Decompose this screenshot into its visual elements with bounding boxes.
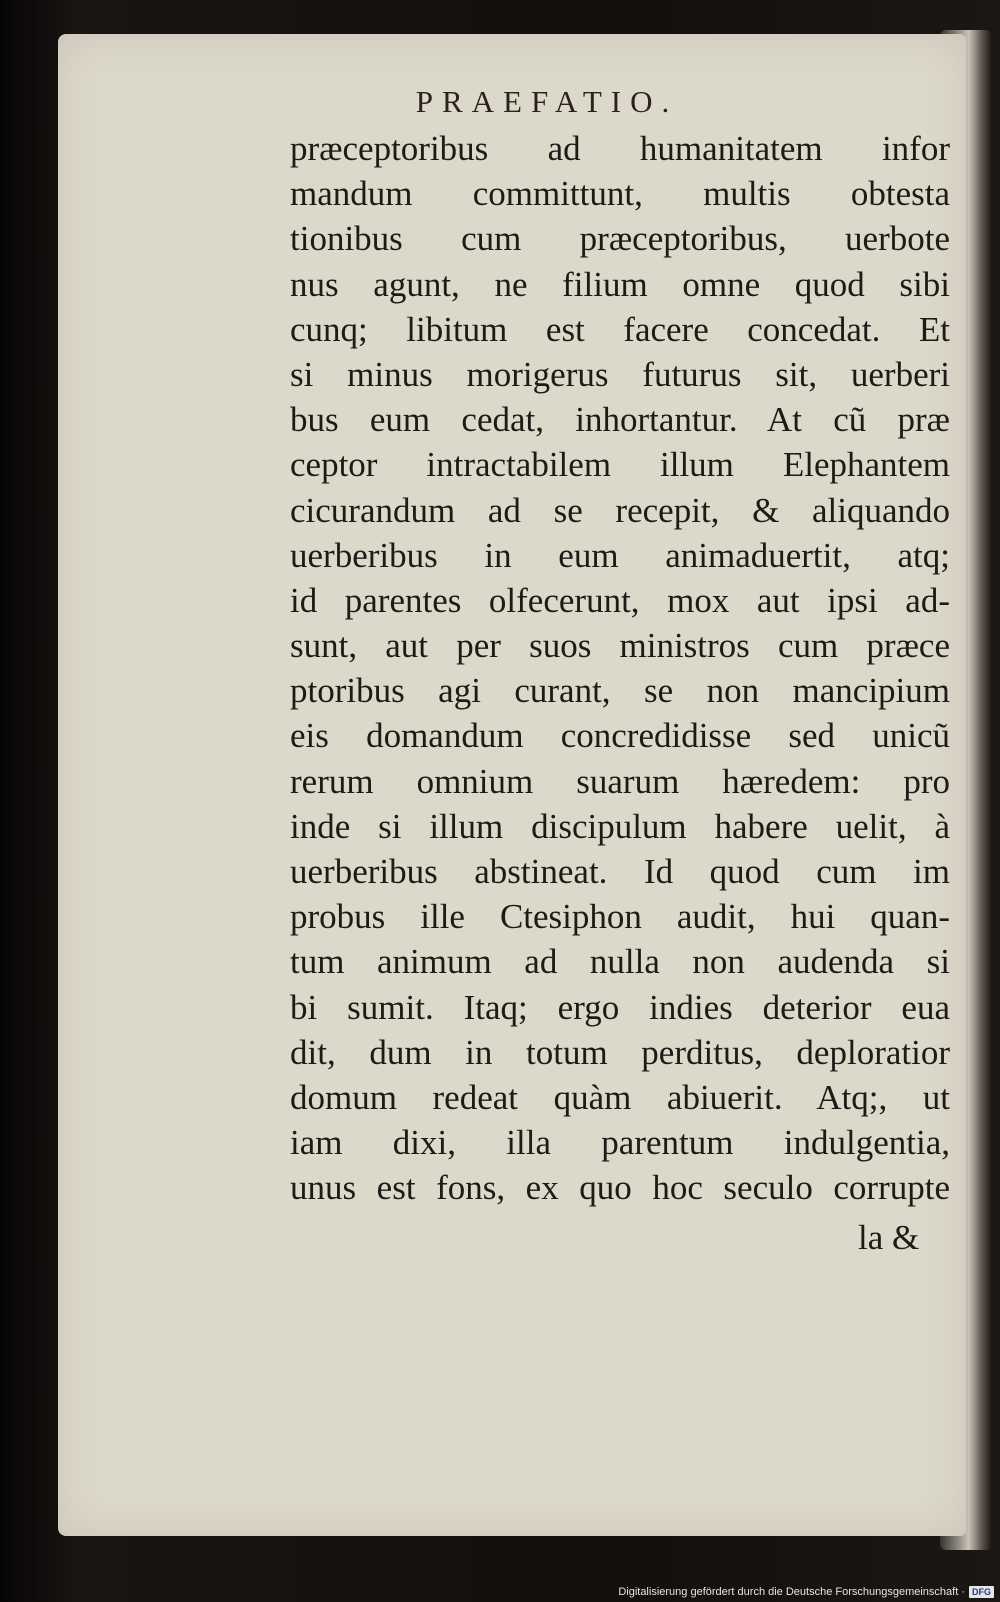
text-line: ptoribus agi curant, se non mancipium bbox=[290, 671, 950, 711]
text-line: bus eum cedat, inhortantur. At cũ præ bbox=[290, 400, 950, 440]
running-head: PRAEFATIO. bbox=[415, 84, 679, 119]
text-line: cicurandum ad se recepit, & aliquando bbox=[290, 490, 950, 530]
text-block bbox=[290, 126, 950, 1211]
text-line: probus ille Ctesiphon audit, hui quan- bbox=[290, 897, 950, 937]
text-line: domum redeat quàm abiuerit. Atq;, ut bbox=[290, 1077, 950, 1117]
text-line: iam dixi, illa parentum indulgentia, bbox=[290, 1123, 950, 1163]
text-line: uerberibus in eum animaduertit, atq; bbox=[290, 535, 950, 575]
text-line: tionibus cum præceptoribus, uerbote bbox=[290, 219, 950, 259]
catchword: la & bbox=[858, 1218, 920, 1257]
text-line: bi sumit. Itaq; ergo indies deterior eua bbox=[290, 987, 950, 1027]
text-line: uerberibus abstineat. Id quod cum im bbox=[290, 852, 950, 891]
text-line: rerum omnium suarum hæredem: pro bbox=[290, 761, 950, 801]
text-line: nus agunt, ne filium omne quod sibi bbox=[290, 264, 950, 304]
text-line: tum animum ad nulla non audenda si bbox=[290, 942, 950, 982]
dfg-logo: DFG bbox=[969, 1586, 994, 1598]
text-line: ceptor intractabilem illum Elephantem bbox=[290, 445, 950, 485]
book-page bbox=[58, 34, 966, 1536]
text-line: eis domandum concredidisse sed unicũ bbox=[290, 716, 950, 756]
text-line: id parentes olfecerunt, mox aut ipsi ad- bbox=[290, 580, 950, 620]
text-line: inde si illum discipulum habere uelit, à bbox=[290, 806, 950, 846]
text-line: si minus morigerus futurus sit, uerberi bbox=[290, 354, 950, 394]
text-line: cunq; libitum est facere concedat. Et bbox=[290, 309, 950, 349]
text-line: dit, dum in totum perditus, deploratior bbox=[290, 1032, 950, 1072]
text-line: mandum committunt, multis obtesta bbox=[290, 174, 950, 214]
text-line: sunt, aut per suos ministros cum præce bbox=[290, 626, 950, 666]
digitization-credit bbox=[618, 1586, 994, 1598]
text-line: præceptoribus ad humanitatem infor bbox=[290, 129, 950, 168]
text-line: unus est fons, ex quo hoc seculo corrupte bbox=[290, 1168, 950, 1208]
credit-text: Digitalisierung gefördert durch die Deutsche Forschungsgemeinschaft · bbox=[618, 1586, 965, 1598]
